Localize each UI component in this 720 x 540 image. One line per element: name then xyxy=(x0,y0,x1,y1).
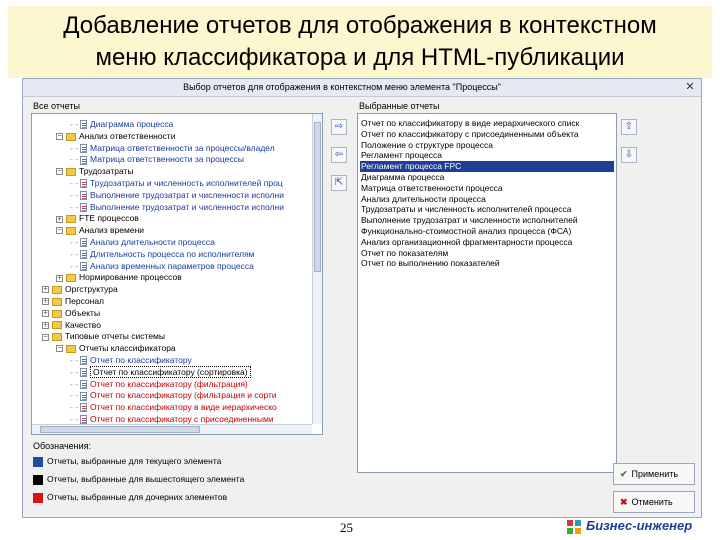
tree-row[interactable] xyxy=(42,319,101,331)
move-up-button[interactable] xyxy=(621,119,637,135)
folder-icon xyxy=(52,333,62,341)
tree-connector: - - xyxy=(70,260,79,271)
legend-item xyxy=(33,491,227,503)
folder-icon xyxy=(52,321,62,329)
report-selection-dialog xyxy=(22,78,702,518)
tree-item-label: Выполнение трудозатрат и численности исполни xyxy=(90,201,284,212)
report-icon xyxy=(80,380,87,389)
tree-row[interactable] xyxy=(70,189,284,201)
arrow-up-icon: ⇧ xyxy=(624,121,634,132)
tree-item-label: Диаграмма процесса xyxy=(90,119,174,129)
folder-icon xyxy=(52,310,62,318)
selected-reports-list[interactable] xyxy=(357,113,617,473)
tree-item-label: Отчет по классификатору в виде иерархическо xyxy=(90,402,277,413)
report-icon xyxy=(80,368,87,377)
tree-vertical-scrollbar[interactable] xyxy=(312,114,322,424)
selected-report-item[interactable]: Регламент процесса xyxy=(361,150,442,161)
tree-row[interactable] xyxy=(42,283,118,295)
report-icon xyxy=(80,179,87,188)
expand-icon[interactable]: + xyxy=(43,321,48,329)
selected-report-item[interactable]: Отчет по показателям xyxy=(361,247,449,258)
selected-report-item[interactable]: Регламент процесса FPC xyxy=(360,161,614,172)
report-icon xyxy=(80,144,87,153)
tree-item-label: Отчет по классификатору (фильтрация) xyxy=(90,378,248,389)
folder-icon xyxy=(52,286,62,294)
folder-icon xyxy=(66,227,76,235)
report-icon xyxy=(80,250,87,259)
select-in-tree-button[interactable] xyxy=(331,175,347,191)
folder-icon xyxy=(66,215,76,223)
tree-row[interactable] xyxy=(56,271,182,283)
tree-item-label: Анализ длительности процесса xyxy=(90,237,215,247)
tree-connector: - - xyxy=(70,366,79,377)
tree-connector: - - xyxy=(70,402,79,413)
tree-item-label: Качество xyxy=(65,319,101,330)
selected-report-item[interactable]: Положение о структуре процесса xyxy=(361,139,493,150)
legend-swatch xyxy=(33,493,43,503)
tree-item-label: Отчет по классификатору (сортировка) xyxy=(90,366,251,378)
tree-row[interactable] xyxy=(70,366,251,378)
legend-item xyxy=(33,455,221,467)
folder-icon xyxy=(66,274,76,282)
expand-icon[interactable]: + xyxy=(43,298,48,306)
expand-icon[interactable]: + xyxy=(57,215,62,223)
tree-item-label: Объекты xyxy=(65,307,101,318)
tree-row[interactable] xyxy=(70,378,248,390)
dialog-title: Выбор отчетов для отображения в контекстном меню элемента "Процессы" xyxy=(183,82,501,92)
cancel-button[interactable] xyxy=(613,491,695,513)
tree-connector: - - xyxy=(70,414,79,424)
brand-logo-icon xyxy=(566,519,582,535)
folder-icon xyxy=(66,345,76,353)
tree-vertical-scroll-thumb[interactable] xyxy=(314,122,321,272)
cancel-button-label: Отменить xyxy=(631,497,673,507)
collapse-icon[interactable]: − xyxy=(57,227,62,235)
tree-row[interactable] xyxy=(70,260,254,272)
tree-item-label: Длительность процесса по исполнителям xyxy=(90,248,255,259)
tree-row[interactable] xyxy=(56,165,134,177)
tree-row[interactable] xyxy=(70,248,255,260)
close-icon[interactable]: ✕ xyxy=(685,81,695,93)
selected-report-item[interactable]: Диаграмма процесса xyxy=(361,172,445,182)
tree-row[interactable] xyxy=(56,342,176,354)
selected-report-item[interactable]: Отчет по классификатору в виде иерархического списк xyxy=(361,118,580,128)
tree-connector: - - xyxy=(70,178,79,188)
tree-item-label: Трудозатраты xyxy=(79,166,134,177)
tree-connector: - - xyxy=(70,248,79,259)
legend-swatch xyxy=(33,475,43,485)
tree-item-label: Отчет по классификатору с присоединенными xyxy=(90,414,274,424)
move-down-button[interactable] xyxy=(621,147,637,163)
tree-item-label: FTE процессов xyxy=(79,213,139,224)
report-icon xyxy=(80,403,87,412)
legend-label: Обозначения: xyxy=(33,441,92,451)
tree-row[interactable] xyxy=(70,389,277,401)
tree-row[interactable] xyxy=(42,307,100,319)
collapse-icon[interactable]: − xyxy=(43,333,48,341)
selected-report-item[interactable]: Выполнение трудозатрат и численности исполнителей xyxy=(361,215,578,226)
slide-title xyxy=(8,6,712,78)
cross-icon: ✖ xyxy=(620,497,628,507)
apply-button-label: Применить xyxy=(631,469,679,479)
tree-item-label: Типовые отчеты системы xyxy=(65,331,166,342)
tree-row[interactable] xyxy=(56,212,139,224)
tree-horizontal-scrollbar[interactable] xyxy=(32,424,312,434)
arrow-right-icon: ⇨ xyxy=(334,121,344,132)
legend-text: Отчеты, выбранные для дочерних элементов xyxy=(47,492,228,502)
tree-connector: - - xyxy=(70,201,79,212)
all-reports-label: Все отчеты xyxy=(33,101,80,111)
tree-row[interactable] xyxy=(42,295,104,307)
folder-icon xyxy=(66,168,76,176)
dialog-titlebar xyxy=(23,79,701,97)
tree-item-label: Анализ временных параметров процесса xyxy=(90,260,254,271)
all-reports-tree[interactable] xyxy=(31,113,323,435)
selected-report-item[interactable]: Функционально-стоимостной анализ процесса (ФСА) xyxy=(361,226,572,236)
tree-item-label: Отчет по классификатору xyxy=(90,355,192,365)
legend-text: Отчеты, выбранные для вышестоящего элемента xyxy=(47,474,245,484)
arrow-down-icon: ⇩ xyxy=(624,149,634,160)
slide-title-line-2: меню классификатора и для HTML-публикации xyxy=(95,44,625,71)
selected-report-item[interactable]: Матрица ответственности процесса xyxy=(361,182,503,193)
report-icon xyxy=(80,238,87,247)
selected-report-item[interactable]: Трудозатраты и численность исполнителей процесса xyxy=(361,204,572,215)
report-icon xyxy=(80,203,87,212)
legend-text: Отчеты, выбранные для текущего элемента xyxy=(47,456,222,466)
tree-connector: - - xyxy=(70,237,79,247)
tree-connector: - - xyxy=(70,355,79,365)
selected-report-item[interactable]: Анализ длительности процесса xyxy=(361,193,486,204)
tree-item-label: Анализ времени xyxy=(79,225,145,236)
tree-row[interactable] xyxy=(70,142,275,154)
tree-horizontal-scroll-thumb[interactable] xyxy=(40,426,200,433)
expand-icon[interactable]: + xyxy=(57,274,62,282)
expand-icon[interactable]: + xyxy=(43,286,48,294)
legend-item xyxy=(33,473,244,485)
checkmark-icon: ✔ xyxy=(620,469,628,479)
page-number: 25 xyxy=(340,520,353,535)
tree-row[interactable] xyxy=(56,130,175,142)
selected-report-item[interactable]: Анализ организационной фрагментарности процесса xyxy=(361,236,573,247)
brand-name: Бизнес-инженер xyxy=(586,518,693,533)
add-report-button[interactable] xyxy=(331,119,347,135)
tree-item-label: Оргструктура xyxy=(65,284,118,295)
tree-connector: - - xyxy=(70,154,79,165)
tree-item-label: Персонал xyxy=(65,296,105,306)
tree-connector: - - xyxy=(70,189,79,200)
slide-title-line-1: Добавление отчетов для отображения в контекстном xyxy=(63,12,657,39)
tree-connector: - - xyxy=(70,378,79,389)
tree-connector: - - xyxy=(70,390,79,401)
expand-icon[interactable]: + xyxy=(43,310,48,318)
select-icon: ⇱ xyxy=(334,177,344,188)
legend-swatch xyxy=(33,457,43,467)
folder-icon xyxy=(66,133,76,141)
brand xyxy=(566,518,692,536)
selected-report-item[interactable]: Отчет по классификатору с присоединенными объекта xyxy=(361,128,579,139)
tree-item-label: Отчеты классификатора xyxy=(79,343,176,354)
tree-item-label: Матрица ответственности за процессы/владел xyxy=(90,142,275,153)
remove-report-button[interactable] xyxy=(331,147,347,163)
report-icon xyxy=(80,191,87,200)
tree-item-label: Выполнение трудозатрат и численности исполни xyxy=(90,189,284,200)
tree-row[interactable] xyxy=(42,330,165,342)
tree-connector: - - xyxy=(70,142,79,153)
tree-item-label: Анализ ответственности xyxy=(79,130,176,141)
folder-icon xyxy=(52,298,62,306)
tree-row[interactable] xyxy=(70,201,284,213)
report-icon xyxy=(80,262,87,271)
tree-row[interactable] xyxy=(70,118,173,130)
tree-row[interactable] xyxy=(70,354,192,366)
report-icon xyxy=(80,120,87,129)
tree-row[interactable] xyxy=(70,401,277,413)
tree-item-label: Отчет по классификатору (фильтрация и сорти xyxy=(90,390,277,401)
report-icon xyxy=(80,156,87,165)
apply-button[interactable] xyxy=(613,463,695,485)
collapse-icon[interactable]: − xyxy=(57,345,62,353)
tree-item-label: Матрица ответственности за процессы xyxy=(90,154,244,165)
collapse-icon[interactable]: − xyxy=(57,133,62,141)
report-icon xyxy=(80,415,87,424)
tree-row[interactable] xyxy=(56,224,144,236)
tree-row[interactable] xyxy=(70,153,244,165)
tree-item-label: Нормирование процессов xyxy=(79,272,182,283)
tree-row[interactable] xyxy=(70,236,215,248)
arrow-left-icon: ⇦ xyxy=(334,149,344,160)
tree-connector: - - xyxy=(70,119,79,129)
selected-reports-label: Выбранные отчеты xyxy=(359,101,440,111)
collapse-icon[interactable]: − xyxy=(57,168,62,176)
tree-item-label: Трудозатраты и численность исполнителей проц xyxy=(90,178,283,188)
selected-report-item[interactable]: Отчет по выполнению показателей xyxy=(361,258,500,269)
tree-row[interactable] xyxy=(70,177,283,189)
report-icon xyxy=(80,392,87,401)
report-icon xyxy=(80,356,87,365)
